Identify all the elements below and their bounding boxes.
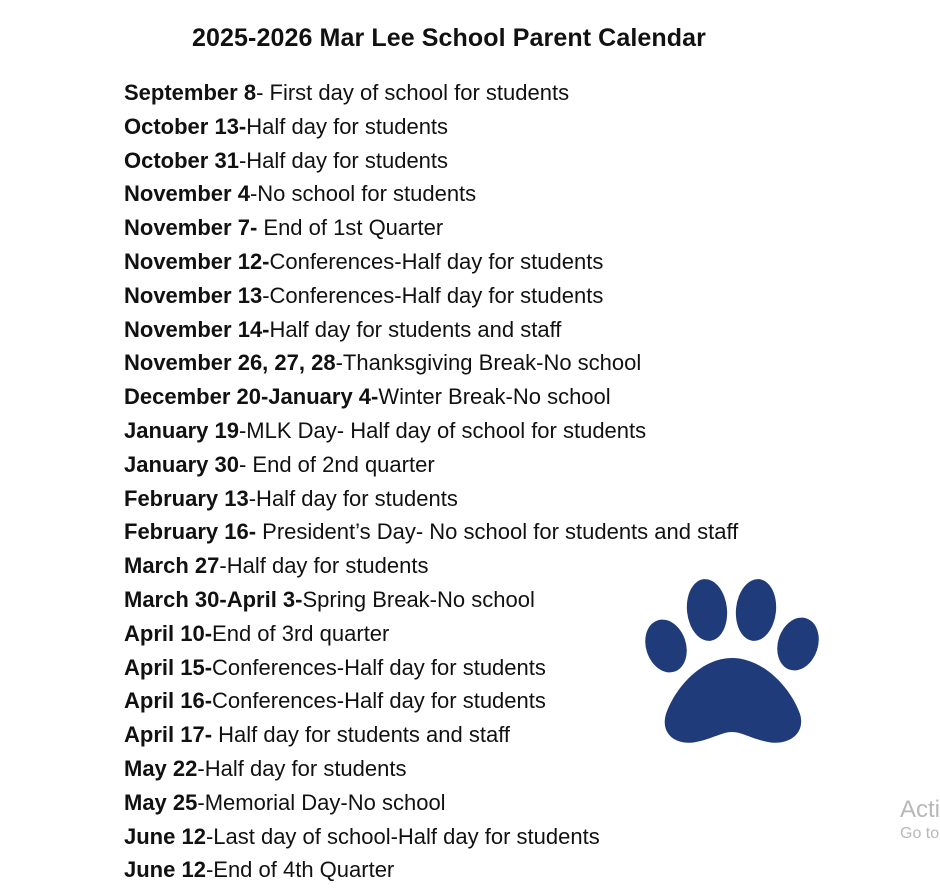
entry-description: - End of 2nd quarter [238, 451, 435, 477]
entry-date: April 10- [124, 620, 213, 646]
page-title: 2025-2026 Mar Lee School Parent Calendar [192, 24, 706, 52]
entry-date: June 12 [124, 823, 206, 849]
entry-date: February 16- [124, 519, 257, 545]
entry-description: -Half day for students [248, 485, 458, 511]
entry-description: -No school for students [249, 181, 477, 207]
entry-date: May 22 [124, 755, 198, 781]
paw-pad [665, 658, 801, 743]
entry-date: November 12- [124, 248, 270, 274]
calendar-entry [124, 313, 738, 347]
calendar-entry [124, 177, 738, 211]
entry-description: -Conferences-Half day for students [262, 282, 604, 308]
calendar-entry [124, 144, 738, 178]
calendar-entry [124, 211, 738, 245]
entry-description: -Half day for students [219, 553, 429, 579]
entry-date: November 7- [124, 215, 258, 241]
entry-date: April 16- [124, 688, 213, 714]
entry-date: June 12 [124, 857, 206, 883]
calendar-entry [124, 448, 738, 482]
entry-date: March 30-April 3- [124, 586, 303, 612]
entry-date: March 27 [124, 553, 220, 579]
entry-description: -End of 4th Quarter [205, 857, 395, 883]
entry-date: April 17- [124, 722, 213, 748]
calendar-entry [124, 853, 738, 887]
calendar-entry [124, 820, 738, 854]
paw-toe-2 [684, 577, 730, 643]
paw-print-icon [640, 574, 825, 749]
entry-description: -Thanksgiving Break-No school [335, 350, 642, 376]
entry-description: -Last day of school-Half day for students [205, 823, 600, 849]
watermark-line-1: Acti [900, 796, 940, 823]
entry-date: September 8 [124, 80, 257, 105]
watermark-line-2: Go to [900, 825, 940, 842]
entry-description: -Half day for students [238, 147, 449, 173]
entry-date: February 13 [124, 485, 249, 511]
entry-description: Half day for students and staff [212, 722, 511, 748]
calendar-entry [124, 346, 738, 380]
activate-windows-watermark [900, 796, 940, 844]
entry-description: Conferences-Half day for students [212, 654, 546, 680]
entry-date: November 14- [124, 316, 270, 342]
entry-description: -MLK Day- Half day of school for students [238, 417, 647, 443]
entry-description: End of 1st Quarter [257, 215, 444, 241]
paw-toe-4 [771, 612, 825, 676]
entry-description: Spring Break-No school [302, 586, 535, 612]
entry-date: January 30 [124, 451, 239, 477]
entry-description: -Memorial Day-No school [197, 789, 446, 815]
entry-description: Conferences-Half day for students [269, 248, 604, 274]
paw-toe-3 [733, 577, 779, 643]
entry-date: November 4 [124, 181, 250, 207]
entry-date: October 31 [124, 147, 239, 173]
entry-description: Half day for students [246, 113, 449, 139]
calendar-entry [124, 482, 738, 516]
calendar-entry [124, 76, 738, 110]
calendar-entry [124, 786, 738, 820]
entry-description: Winter Break-No school [378, 384, 611, 410]
calendar-entry [124, 279, 738, 313]
calendar-entry [124, 110, 738, 144]
entry-date: May 25 [124, 789, 198, 815]
calendar-list [124, 76, 738, 887]
entry-date: April 15- [124, 654, 213, 680]
calendar-entry [124, 380, 738, 414]
paw-toe-1 [640, 614, 693, 678]
entry-description: -Half day for students [197, 755, 407, 781]
paw-print-shapes [640, 577, 825, 743]
entry-description: Conferences-Half day for students [212, 688, 546, 714]
entry-date: November 13 [124, 282, 263, 308]
entry-description: Half day for students and staff [269, 316, 562, 342]
calendar-entry [124, 752, 738, 786]
entry-description: - First day of school for students [256, 80, 570, 105]
entry-date: October 13- [124, 113, 247, 139]
entry-date: January 19 [124, 417, 239, 443]
entry-description: President’s Day- No school for students and staff [256, 519, 739, 545]
calendar-entry [124, 414, 738, 448]
entry-date: December 20-January 4- [124, 384, 379, 410]
calendar-entry [124, 515, 738, 549]
entry-description: End of 3rd quarter [212, 620, 390, 646]
calendar-entry [124, 245, 738, 279]
entry-date: November 26, 27, 28 [124, 350, 336, 376]
